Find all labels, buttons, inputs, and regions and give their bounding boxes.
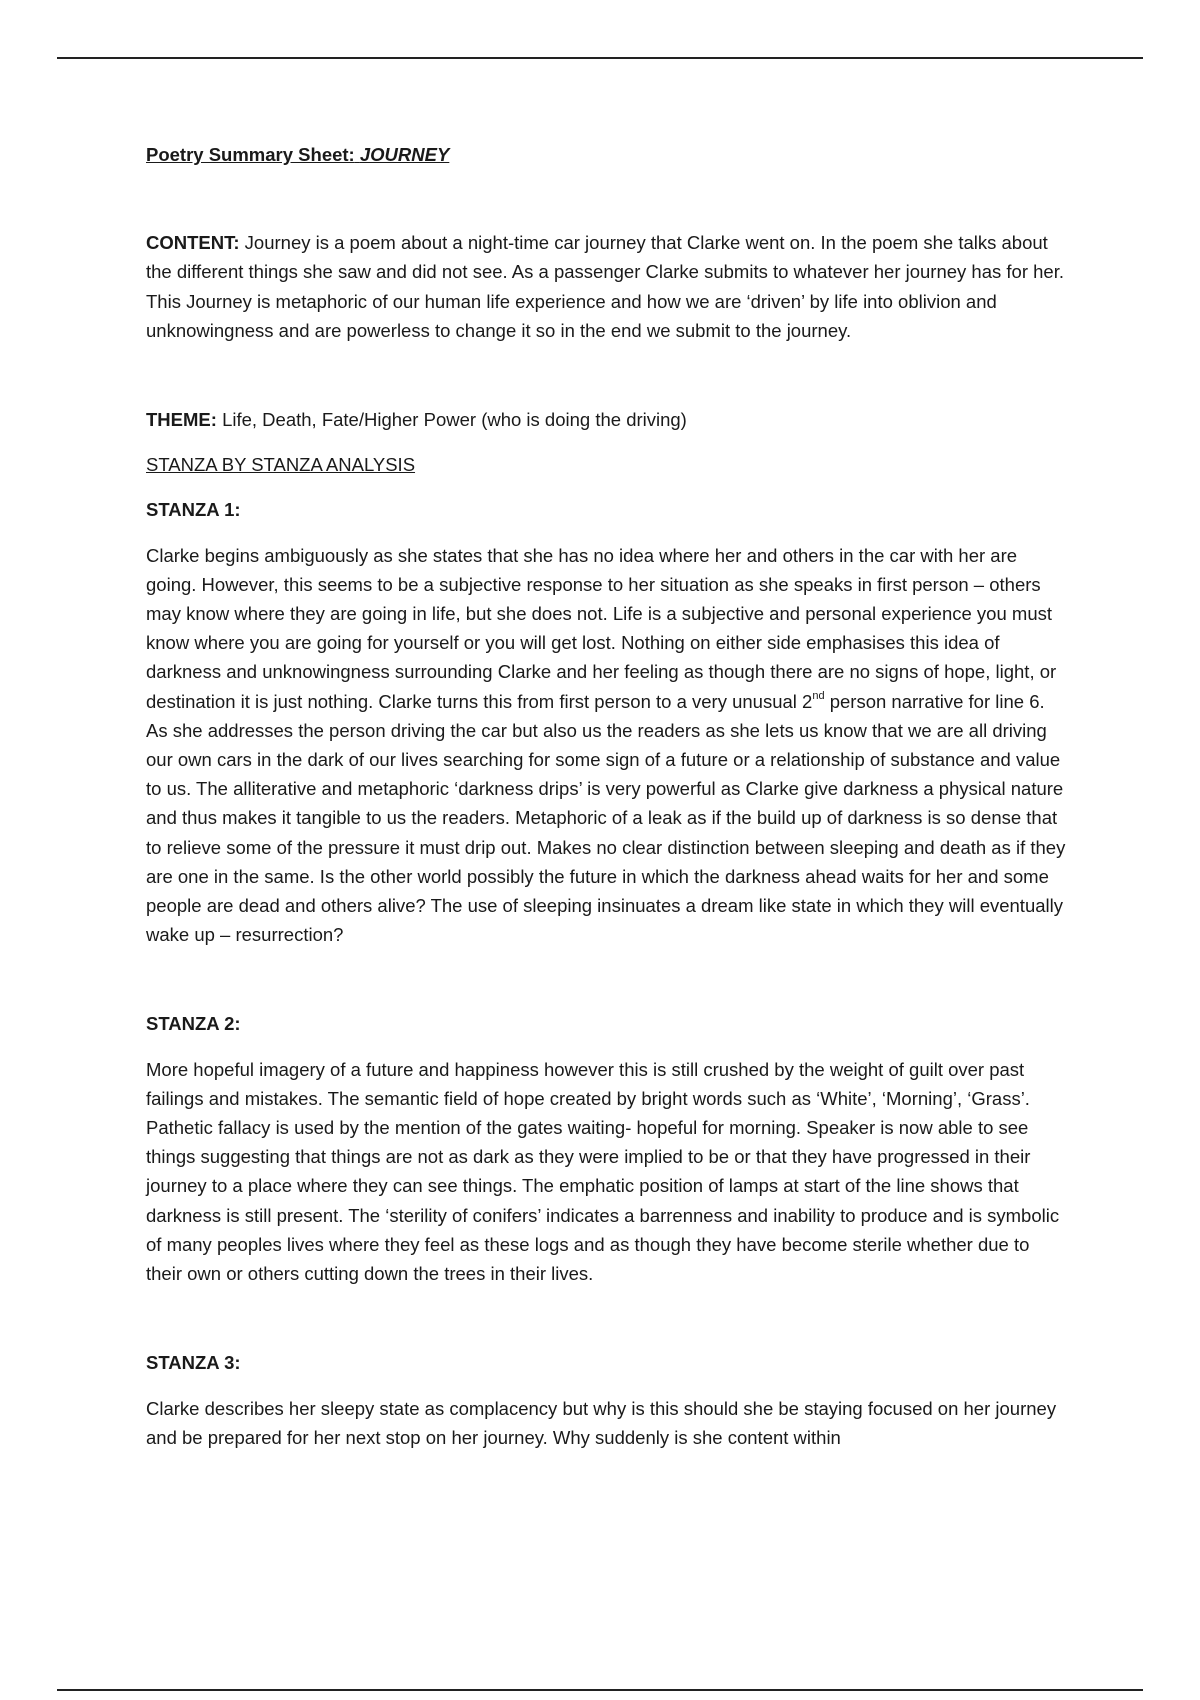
poem-name: JOURNEY [359, 144, 450, 165]
bottom-rule [57, 1689, 1143, 1691]
analysis-heading: STANZA BY STANZA ANALYSIS [146, 454, 416, 476]
content-paragraph [146, 228, 1066, 345]
stanza-2-heading: STANZA 2: [146, 1013, 241, 1035]
stanza-1-text [146, 541, 1066, 950]
stanza-1-text-part-1: Clarke begins ambiguously as she states that she has no idea where her and others in the car with her are going. However, this seems to be a subjective response to her situation as she speaks in first person – others may know where they are going in life, but she does not. Life is a subjective and personal experience you must know where you are going for yourself or you will get lost. Nothing on either side emphasises this idea of darkness and unknowingness surrounding Clarke and her feeling as though there are no signs of hope, light, or destination it is just nothing. Clarke turns this from first person to a very unusual 2 [146, 544, 1057, 712]
ordinal-superscript: nd [812, 689, 825, 702]
theme-paragraph [146, 405, 1066, 434]
document-body [146, 140, 1066, 1452]
stanza-3-text: Clarke describes her sleepy state as complacency but why is this should she be staying focused on her journey and be prepared for her next stop on her journey. Why suddenly is she content within [146, 1397, 1057, 1448]
theme-text: Life, Death, Fate/Higher Power (who is doing the driving) [222, 409, 687, 431]
stanza-2-text: More hopeful imagery of a future and happiness however this is still crushed by the weight of guilt over past failings and mistakes. The semantic field of hope created by bright words such as ‘White’, ‘Morning’, ‘Grass’. Pathetic fallacy is used by the mention of the gates waiting- hopeful for morning. Speaker is now able to see things suggesting that things are not as dark as they were implied to be or that they have progressed in their journey to a place where they can see things. The emphatic position of lamps at start of the line shows that darkness is still present. The ‘sterility of conifers’ indicates a barrenness and inability to produce and is symbolic of many peoples lives where they feel as these logs and as though they have become sterile whether due to their own or others cutting down the trees in their lives. [146, 1058, 1060, 1285]
content-text: Journey is a poem about a night-time car journey that Clarke went on. In the poem she talks about the different things she saw and did not see. As a passenger Clarke submits to whatever her journey has for her. This Journey is metaphoric of our human life experience and how we are ‘driven’ by life into oblivion and unknowingness and are powerless to change it so in the end we submit to the journey. [146, 232, 1064, 341]
theme-label: THEME: [146, 409, 217, 431]
content-label: CONTENT: [146, 232, 240, 254]
stanza-1-heading: STANZA 1: [146, 499, 241, 521]
title-prefix: Poetry Summary Sheet: [146, 144, 355, 165]
page-title [146, 140, 1066, 169]
stanza-1-text-part-2: person narrative for line 6. As she addresses the person driving the car but also us the readers as she lets us know that we are all driving our own cars in the dark of our lives searching for some sign of a future or a relationship of substance and value to us. The alliterative and metaphoric ‘darkness drips’ is very powerful as Clarke give darkness a physical nature and thus makes it tangible to us the readers. Metaphoric of a leak as if the build up of darkness is so dense that to relieve some of the pressure it must drip out. Makes no clear distinction between sleeping and death as if they are one in the same. Is the other world possibly the future in which the darkness ahead waits for her and some people are dead and others alive? The use of sleeping insinuates a dream like state in which they will eventually wake up – resurrection? [146, 690, 1066, 946]
top-rule [57, 57, 1143, 59]
stanza-3-heading: STANZA 3: [146, 1352, 241, 1374]
